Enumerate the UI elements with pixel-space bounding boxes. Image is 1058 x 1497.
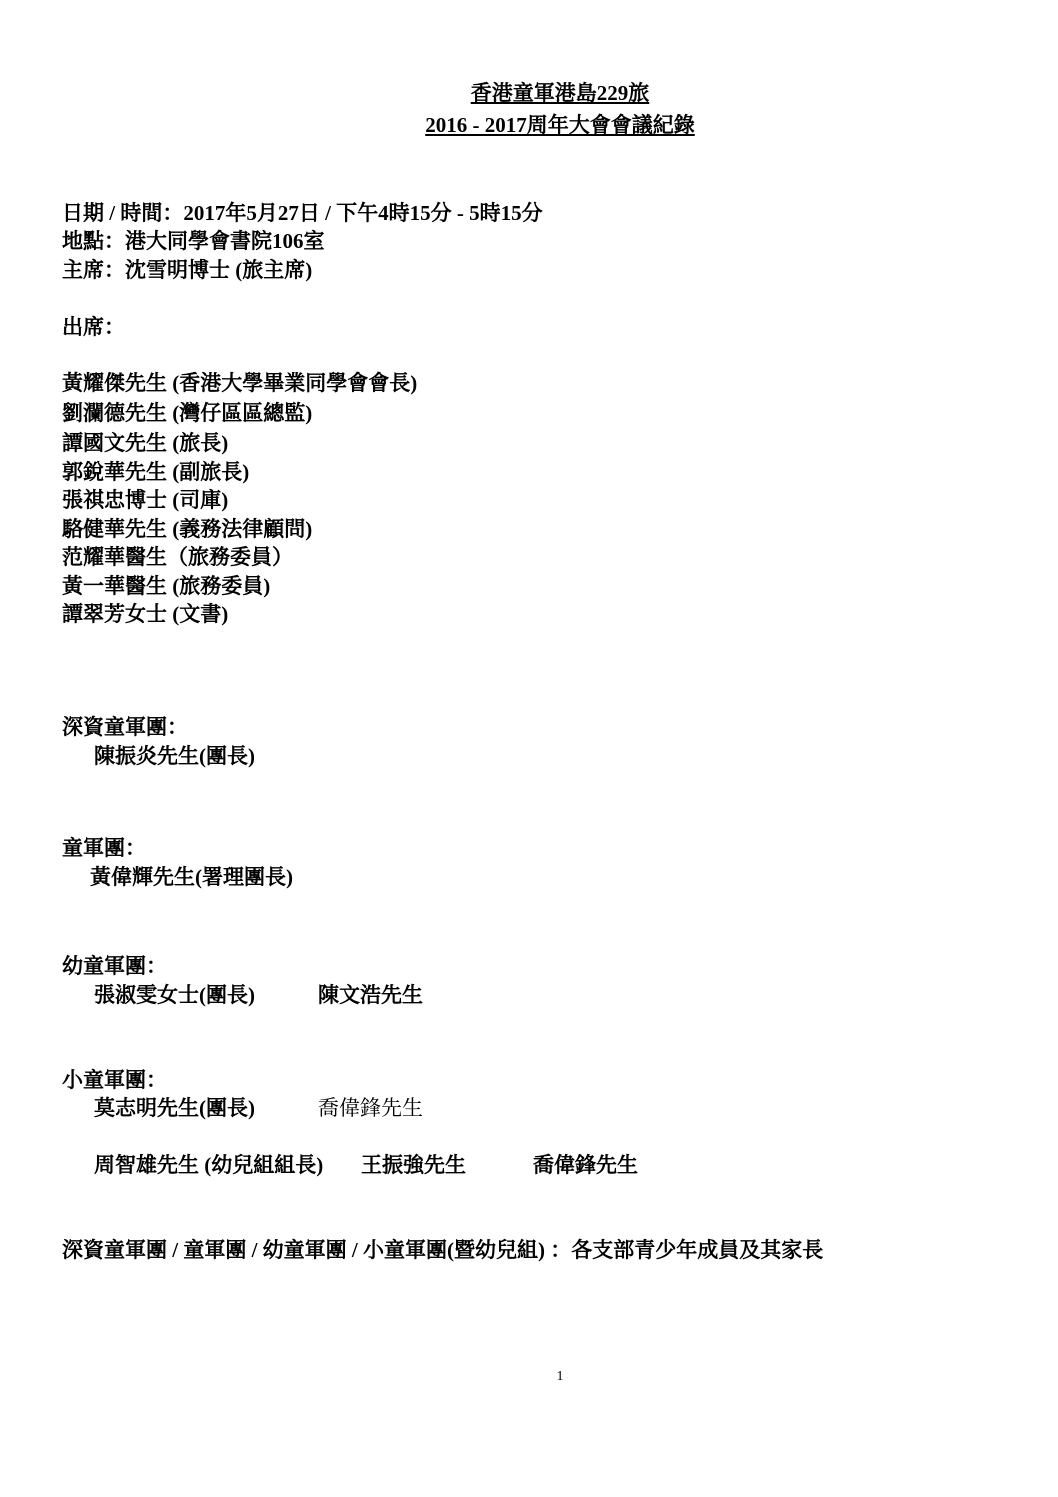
kindergarten-leader: 周智雄先生 (幼兒組組長) [94,1153,324,1177]
meeting-date-time: 日期 / 時間：2017年5月27日 / 下午4時15分 - 5時15分 [62,201,543,225]
attendee: 黃耀傑先生 (香港大學畢業同學會會長) [62,371,418,395]
rover-heading: 深資童軍團： [62,715,188,739]
attendance-heading: 出席： [62,315,125,339]
attendee: 黃一華醫生 (旅務委員) [62,574,271,598]
page-number: 1 [556,1369,564,1384]
document-subtitle: 2016 - 2017周年大會會議紀錄 [425,113,695,137]
attendee: 駱健華先生 (義務法律顧問) [62,517,313,541]
grasshopper-heading: 小童軍團： [62,1068,167,1092]
document-title: 香港童軍港島229旅 [470,81,650,105]
grasshopper-leader: 莫志明先生(團長) [94,1096,255,1120]
grasshopper-member: 喬偉鋒先生 [318,1096,423,1120]
attendee: 郭銳華先生 (副旅長) [62,460,250,484]
meeting-venue: 地點：港大同學會書院106室 [62,229,325,253]
rover-leader: 陳振炎先生(團長) [94,744,255,768]
cub-heading: 幼童軍團： [62,954,167,978]
attendee: 譚國文先生 (旅長) [62,431,229,455]
attendee: 范耀華醫生（旅務委員） [62,545,293,569]
scout-heading: 童軍團： [62,836,146,860]
all-sections-note: 深資童軍團 / 童軍團 / 幼童軍團 / 小童軍團(暨幼兒組) ：各支部青少年成員及其家長 [62,1238,824,1262]
attendee: 張祺忠博士 (司庫) [62,488,229,512]
meeting-chair: 主席：沈雪明博士 (旅主席) [62,258,313,282]
attendee: 劉瀾德先生 (灣仔區區總監) [62,401,313,425]
kindergarten-member: 王振強先生 [361,1153,466,1177]
attendee: 譚翠芳女士 (文書) [62,602,229,626]
cub-leader: 張淑雯女士(團長) [94,983,255,1007]
scout-leader: 黃偉輝先生(署理團長) [90,865,293,889]
kindergarten-member: 喬偉鋒先生 [533,1153,638,1177]
cub-member: 陳文浩先生 [318,983,423,1007]
